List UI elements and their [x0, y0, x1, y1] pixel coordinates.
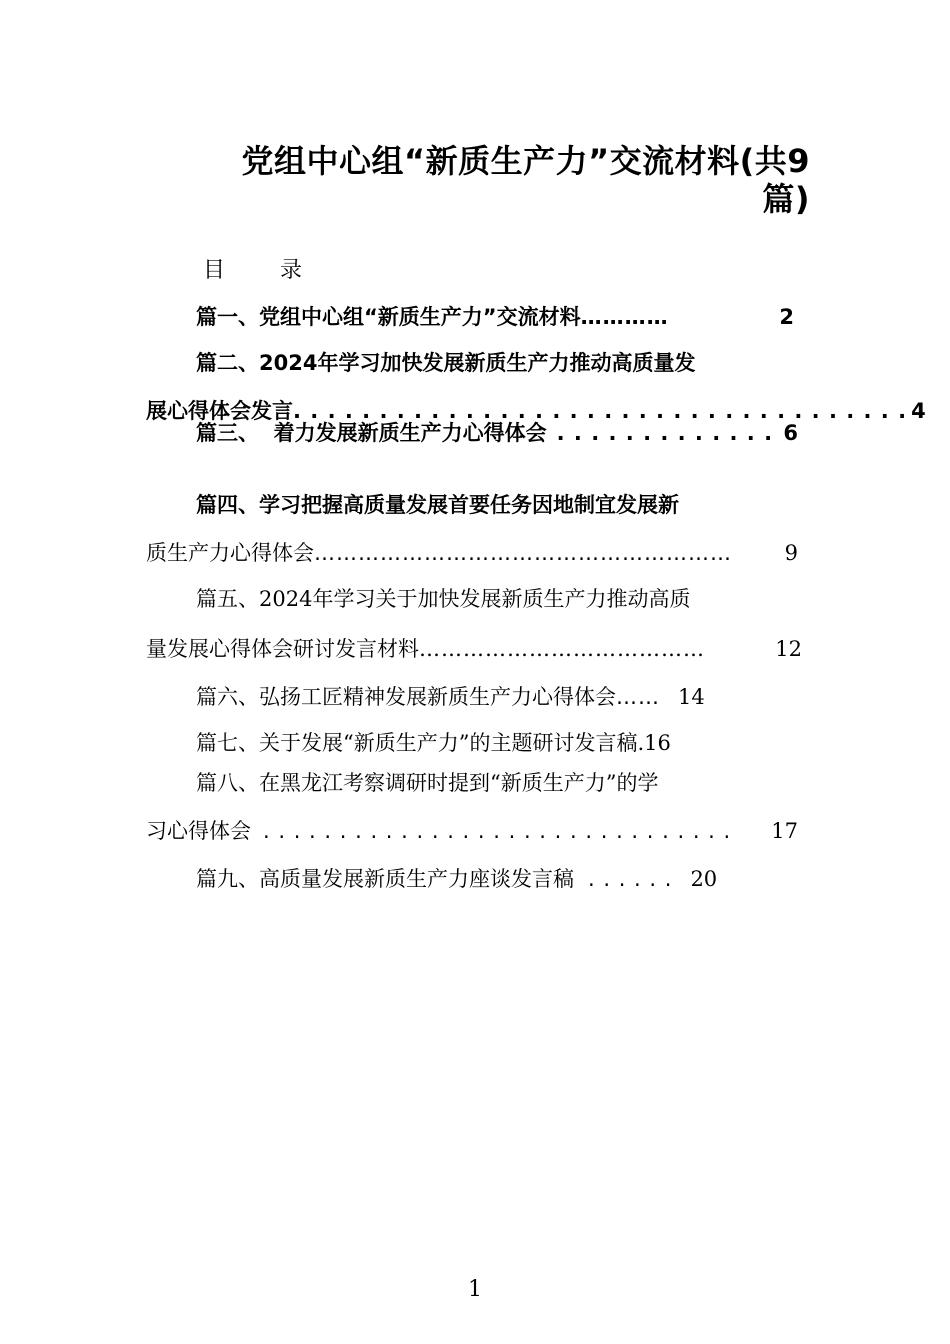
toc-entry-7-page: 16: [644, 731, 671, 755]
toc-entry-9-leader: . . . . . .: [588, 867, 673, 891]
toc-entry-6-page: 14: [678, 685, 705, 709]
toc-entry-1[interactable]: [196, 302, 794, 332]
toc-entry-4-leader: …………………………………………………: [314, 541, 732, 565]
toc-entry-2-line-1[interactable]: 篇二、2024年学习加快发展新质生产力推动高质量发: [196, 351, 696, 375]
title-line-1: 党组中心组“新质生产力”交流材料(共9: [241, 142, 810, 180]
toc-entry-5-line-1[interactable]: 篇五、2024年学习关于加快发展新质生产力推动高质: [196, 587, 691, 611]
toc-entry-2-leader: . . . . . . . . . . . . . . . . . . . . . . . . . . . . . . . . . . . .: [293, 399, 908, 423]
title-line-2: 篇): [762, 180, 810, 218]
toc-entry-7-title: 篇七、关于发展“新质生产力”的主题研讨发言稿.: [196, 731, 645, 755]
toc-entry-3[interactable]: [196, 418, 798, 448]
toc-entry-4[interactable]: [146, 538, 798, 568]
toc-entry-1-page: 2: [779, 305, 794, 329]
toc-entry-9-page: 20: [690, 867, 718, 891]
toc-entry-5[interactable]: [146, 634, 802, 664]
toc-entry-4-page: 9: [784, 541, 798, 565]
toc-entry-1-leader: …………: [580, 305, 669, 329]
toc-entry-8[interactable]: [146, 816, 798, 846]
toc-entry-4-line-1[interactable]: 篇四、学习把握高质量发展首要任务因地制宜发展新: [196, 493, 679, 517]
toc-entry-5-leader: …………………………………: [419, 637, 705, 661]
toc-heading: 目 录: [203, 258, 326, 283]
toc-entry-6-title: 篇六、弘扬工匠精神发展新质生产力心得体会: [196, 685, 616, 709]
toc-entry-5-title-cont: 量发展心得体会研讨发言材料: [146, 637, 419, 661]
toc-entry-2-page: 4: [911, 399, 926, 423]
toc-entry-7[interactable]: [196, 728, 806, 758]
page-number: 1: [468, 1277, 482, 1302]
toc-entry-6-leader: ……: [616, 685, 660, 709]
toc-entry-9-title: 篇九、高质量发展新质生产力座谈发言稿: [196, 867, 574, 891]
toc-entry-3-leader: . . . . . . . . . . . . .: [556, 421, 774, 445]
toc-entry-6[interactable]: [196, 682, 806, 712]
toc-entry-1-title: 篇一、党组中心组“新质生产力”交流材料: [196, 305, 581, 329]
toc-entry-8-leader: . . . . . . . . . . . . . . . . . . . . . . . . . . . . . . .: [263, 819, 732, 843]
toc-entry-8-page: 17: [771, 819, 798, 843]
document-title: [190, 142, 810, 218]
toc-entry-4-title-cont: 质生产力心得体会: [146, 541, 314, 565]
toc-entry-5-page: 12: [775, 637, 802, 661]
toc-entry-8-title-cont: 习心得体会: [146, 819, 251, 843]
toc-entry-2-title-cont: 展心得体会发言: [146, 399, 293, 423]
toc-entry-8-line-1[interactable]: 篇八、在黑龙江考察调研时提到“新质生产力”的学: [196, 771, 659, 795]
toc-entry-3-page: 6: [783, 421, 798, 445]
toc-entry-9[interactable]: [196, 864, 798, 894]
toc-entry-3-title: 篇三、 着力发展新质生产力心得体会: [196, 421, 547, 445]
